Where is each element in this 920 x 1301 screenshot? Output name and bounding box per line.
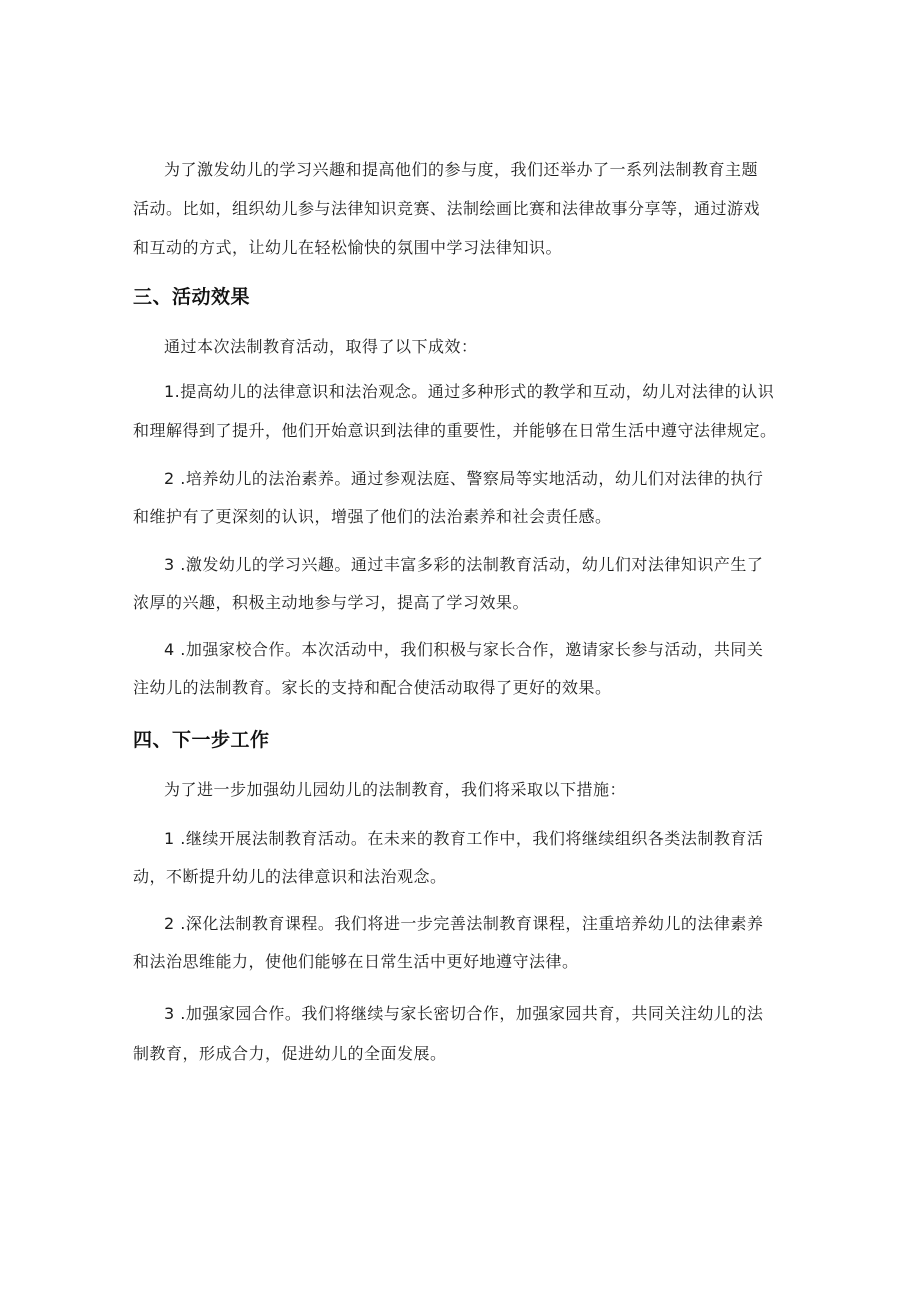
section-3-item-1-line-1: 1.提高幼儿的法律意识和法治观念。通过多种形式的教学和互动，幼儿对法律的认识 [164, 382, 775, 401]
section-3-item-3-line-1: 3 .激发幼儿的学习兴趣。通过丰富多彩的法制教育活动，幼儿们对法律知识产生了 [164, 555, 764, 574]
section-4-item-2-line-1: 2 .深化法制教育课程。我们将进一步完善法制教育课程，注重培养幼儿的法律素养 [164, 914, 764, 933]
intro-line-3: 和互动的方式，让幼儿在轻松愉快的氛围中学习法律知识。 [133, 238, 563, 257]
section-3-lead: 通过本次法制教育活动，取得了以下成效： [164, 337, 478, 356]
intro-line-1: 为了激发幼儿的学习兴趣和提高他们的参与度，我们还举办了一系列法制教育主题 [164, 160, 759, 179]
section-4-item-3-line-2: 制教育，形成合力，促进幼儿的全面发展。 [133, 1044, 447, 1063]
intro-line-2: 活动。比如，组织幼儿参与法律知识竞赛、法制绘画比赛和法律故事分享等，通过游戏 [133, 199, 761, 218]
section-4-item-1-line-1: 1 .继续开展法制教育活动。在未来的教育工作中，我们将继续组织各类法制教育活 [164, 829, 764, 848]
section-4-lead: 为了进一步加强幼儿园幼儿的法制教育，我们将采取以下措施： [164, 780, 627, 799]
section-4-item-2-line-2: 和法治思维能力，使他们能够在日常生活中更好地遵守法律。 [133, 952, 579, 971]
section-4-item-3-line-1: 3 .加强家园合作。我们将继续与家长密切合作，加强家园共育，共同关注幼儿的法 [164, 1004, 764, 1023]
section-3-item-2-line-1: 2 .培养幼儿的法治素养。通过参观法庭、警察局等实地活动，幼儿们对法律的执行 [164, 469, 764, 488]
section-3-item-3-line-2: 浓厚的兴趣，积极主动地参与学习，提高了学习效果。 [133, 593, 530, 612]
section-4-heading: 四、下一步工作 [133, 729, 270, 751]
section-4-item-1-line-2: 动，不断提升幼儿的法律意识和法治观念。 [133, 867, 447, 886]
section-3-heading: 三、活动效果 [133, 286, 251, 308]
section-3-item-4-line-1: 4 .加强家校合作。本次活动中，我们积极与家长合作，邀请家长参与活动，共同关 [164, 640, 764, 659]
section-3-item-4-line-2: 注幼儿的法制教育。家长的支持和配合使活动取得了更好的效果。 [133, 678, 612, 697]
section-3-item-2-line-2: 和维护有了更深刻的认识，增强了他们的法治素养和社会责任感。 [133, 507, 612, 526]
section-3-item-1-line-2: 和理解得到了提升，他们开始意识到法律的重要性，并能够在日常生活中遵守法律规定。 [133, 421, 777, 440]
